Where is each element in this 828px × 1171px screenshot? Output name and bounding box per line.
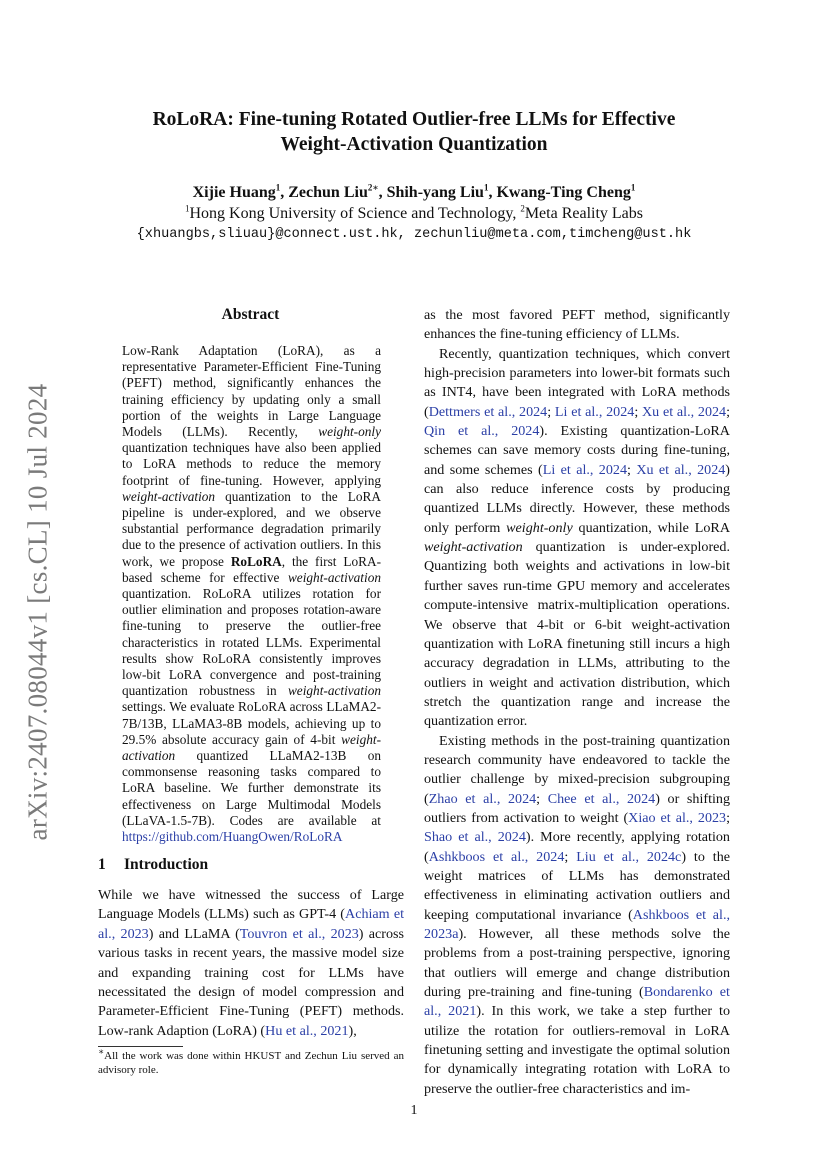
body-text: ). In this work, we take a step further to utilize the rotation for outliers-removal in LoRA finetuning setting and investigate the optimal solution for dynamically integrating rotation with LoRA to preserve the outlier-free characteristics and im- [424, 1003, 730, 1097]
citation-link[interactable]: Bondarenko et al., 2021 [424, 984, 730, 1020]
abstract-emphasis: weight-activation [287, 569, 381, 585]
abstract-emphasis: weight-activation [122, 731, 381, 764]
body-text: ). More recently, applying rotation ( [424, 829, 730, 865]
abstract-text: Low-Rank Adaptation (LoRA), as a representative Parameter-Efficient Fine-Tuning (PEFT) method, significantly enhances the training efficiency by updating only a small portion of the weights in Large Language Models (LLMs). Recently, [122, 343, 381, 440]
author-emails: {xhuangbs,sliuau}@connect.ust.hk, zechunliu@meta.com,timcheng@ust.hk [136, 227, 692, 242]
author-name: Zechun Liu [288, 184, 368, 201]
citation-separator: ; [726, 403, 731, 420]
body-text: ). Existing quantization-LoRA schemes can save memory costs during fine-tuning, and some schemes ( [424, 423, 730, 478]
footnote-text: All the work was done within HKUST and Zechun Liu served an advisory role. [98, 1050, 404, 1076]
body-paragraph [424, 732, 730, 1100]
body-text: ), [348, 1022, 357, 1039]
section-heading-introduction [98, 856, 403, 874]
abstract-emphasis: weight-only [318, 424, 381, 440]
citation-link[interactable]: Zhao et al., 2024 [428, 790, 537, 807]
affiliations [98, 204, 730, 224]
citation-separator: ; [726, 809, 731, 826]
author-list: Xijie Huang$^1$, Zechun Liu$^{2∗}$, Shih-yang Liu$^1$, Kwang-Ting Cheng$^1$ [192, 182, 636, 201]
author-name: Shih-yang Liu [386, 184, 484, 201]
affil-name: Meta Reality Labs [524, 205, 643, 222]
section-title: Introduction [124, 856, 209, 873]
body-text: While we have witnessed the success of Large Language Models (LLMs) such as GPT-4 ( [98, 887, 404, 923]
body-text: ) across various tasks in recent years, the massive model size and expanding training cost for LLMs have necessitated the design of model compression and Parameter-Efficient Fine-Tuning (PEFT) methods. Low-rank Adaption (LoRA) ( [98, 925, 405, 1039]
footnote [98, 1046, 404, 1077]
title-line-2: Weight-Activation Quantization [280, 134, 548, 155]
body-text: ) and LLaMA ( [148, 925, 240, 942]
citation-link[interactable]: Touvron et al., 2023 [239, 925, 359, 942]
citation-separator: ; [547, 403, 555, 420]
citation-link[interactable]: Liu et al., 2024c [576, 848, 682, 865]
citation-link[interactable]: Shao et al., 2024 [424, 829, 526, 846]
abstract-heading: Abstract [221, 306, 280, 323]
citation-link[interactable]: Li et al., 2024 [542, 461, 627, 478]
citation-link[interactable]: Ashkboos et al., 2024 [428, 848, 565, 865]
author-sup: 1 [483, 182, 489, 193]
body-text: quantization, while LoRA [572, 519, 730, 536]
intro-paragraph [98, 886, 404, 1041]
arxiv-stamp [14, 375, 62, 850]
author-sup: 2∗ [367, 182, 379, 193]
body-paragraph: as the most favored PEFT method, significantly enhances the fine-tuning efficiency of LLMs. [424, 307, 730, 343]
body-text: Recently, quantization techniques, which convert high-precision parameters into lower-bit formats such as INT4, have been integrated with LoRA methods ( [424, 345, 730, 420]
citation-link[interactable]: Xu et al., 2024 [642, 403, 727, 420]
body-text: ) to the weight matrices of LLMs has demonstrated effectiveness in eliminating activation outliers and keeping computational invariance ( [424, 848, 731, 923]
footnote-mark: ∗ [98, 1046, 105, 1057]
abstract-text: settings. We evaluate RoLoRA across LLaMA2-7B/13B, LLaMA3-8B models, achieving up to 29.5% absolute accuracy gain of 4-bit [122, 699, 381, 747]
body-paragraph [424, 345, 730, 732]
citation-link[interactable]: Xu et al., 2024 [636, 461, 726, 478]
body-text: ) can also reduce inference costs by producing quantized LLMs directly. However, these methods only perform [424, 461, 730, 536]
code-link[interactable]: https://github.com/HuangOwen/RoLoRA [122, 829, 343, 845]
section-number: 1 [98, 856, 106, 873]
abstract-body [122, 343, 381, 845]
body-text: ). However, all these methods solve the problems from a post-training perspective, ignoring that outliers will emerge and change distribution during pre-training and fine-tuning ( [424, 926, 730, 1001]
abstract-emphasis: weight-activation [287, 683, 381, 699]
citation-separator: ; [564, 848, 577, 865]
citation-link[interactable]: Chee et al., 2024 [547, 790, 656, 807]
abstract-emphasis: weight-activation [122, 488, 216, 504]
citation-separator: ; [627, 461, 637, 478]
arxiv-stamp-text: arXiv:2407.08044v1 [cs.CL] 10 Jul 2024 [22, 383, 53, 841]
citation-link[interactable]: Dettmers et al., 2024 [428, 403, 548, 420]
citation-separator: ; [536, 790, 548, 807]
footnote-rule [98, 1046, 183, 1047]
method-name: RoLoRA [230, 553, 282, 569]
emphasis: weight-activation [424, 539, 523, 556]
abstract-text: quantization to the LoRA pipeline is under-explored, and we observe substantial performance degradation primarily due to the presence of activation outliers. In this work, we propose [122, 488, 381, 569]
author-name: Xijie Huang [192, 184, 276, 201]
author-name: Kwang-Ting Cheng [496, 184, 631, 201]
abstract-text: quantized LLaMA2-13B on commonsense reasoning tasks compared to LoRA baseline. We further demonstrate its effectiveness on Large Multimodal Models (LLaVA-1.5-7B). Codes are available at [122, 748, 381, 828]
affil-sup: 2 [520, 203, 525, 214]
citation-link[interactable]: Li et al., 2024 [554, 403, 635, 420]
paper-title [98, 107, 730, 157]
citation-link[interactable]: Xiao et al., 2023 [628, 809, 727, 826]
page-number: 1 [410, 1103, 418, 1118]
author-sup: 1 [630, 182, 636, 193]
citation-separator: ; [634, 403, 642, 420]
body-text: quantization is under-explored. Quantizing both weights and activations in low-bit further saves run-time GPU memory and accelerates compute-intensive matrix-multiplication operations. We observe that 4-bit or 6-bit weight-activation quantization with LoRA finetuning still incurs a high accuracy degradation in LLMs, attributing to the outliers in weight and activation distribution, which stretch the quantization range and increase the quantization error. [424, 539, 730, 730]
citation-link[interactable]: Achiam et al., 2023 [98, 906, 405, 942]
abstract-text: quantization. RoLoRA utilizes rotation for outlier elimination and proposes rotation-aware fine-tuning to preserve the outlier-free characteristics in rotated LLMs. Experimental results show RoLoRA consistently improves low-bit LoRA convergence and post-training quantization robustness in [122, 586, 381, 699]
abstract-text: quantization techniques have also been applied to LoRA methods to reduce the memory footprint of fine-tuning. However, applying [122, 440, 381, 488]
citation-link[interactable]: Ashkboos et al., 2023a [424, 906, 730, 942]
body-text: Existing methods in the post-training quantization research community have endeavored to tackle the outlier challenge by mixed-precision subgrouping ( [424, 732, 730, 807]
citation-link[interactable]: Qin et al., 2024 [424, 423, 540, 440]
author-sup: 1 [275, 182, 281, 193]
affil-sup: 1 [185, 203, 190, 214]
right-column [424, 306, 730, 1099]
body-text: ) or shifting outliers from activation to weight ( [424, 790, 730, 826]
abstract-text: , the first LoRA-based scheme for effective [122, 553, 381, 585]
title-line-1: RoLoRA: Fine-tuning Rotated Outlier-free LLMs for Effective [152, 109, 676, 130]
emphasis: weight-only [506, 519, 573, 536]
citation-link[interactable]: Hu et al., 2021 [265, 1022, 349, 1039]
affil-name: Hong Kong University of Science and Technology, [189, 205, 521, 222]
